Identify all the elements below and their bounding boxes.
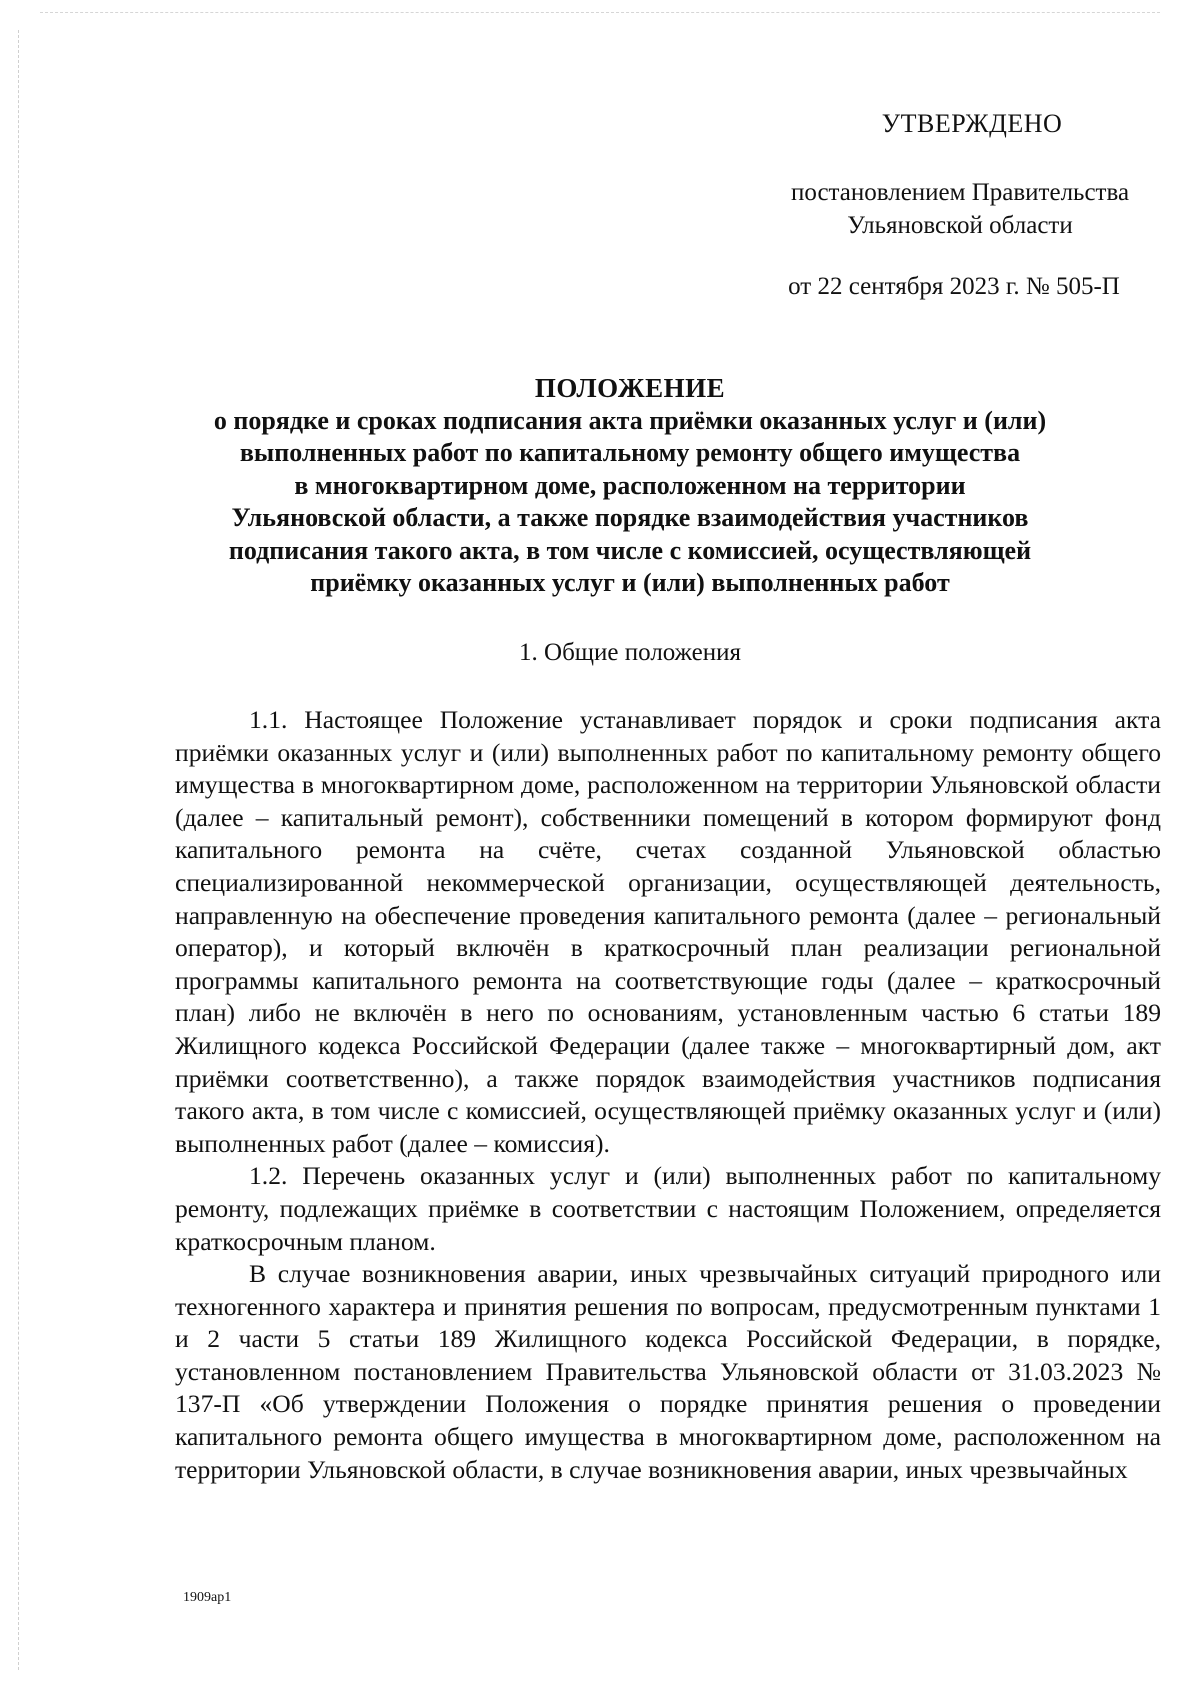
footer-document-code: 1909ap1 [183,1590,232,1605]
document-title-line: выполненных работ по капитальному ремонту общего имущества [239,438,1021,467]
document-title-line: о порядке и сроках подписания акта приёмки оказанных услуг и (или) [213,405,1047,435]
document-title-main: ПОЛОЖЕНИЕ [534,373,726,403]
document-title-line: приёмку оказанных услуг и (или) выполненных работ [310,568,950,597]
approval-issuer [750,176,1170,242]
document-body [175,704,1161,1486]
approval-date: от 22 сентября 2023 г. № 505-П [788,273,1120,300]
approval-title: УТВЕРЖДЕНО [881,109,1063,138]
document-title-line: в многоквартирном доме, расположенном на территории [294,470,966,500]
paragraph-emergency: В случае возникновения аварии, иных чрезвычайных ситуаций природного или техногенного характера и принятия решения по вопросам, предусмотренным пунктами 1 и 2 части 5 статьи 189 Жилищного кодекса Российской Федерации, в порядке, установленном постановлением Правительства Ульяновской области от 31.03.2023 № 137-П «Об утверждении Положения о порядке принятия решения о проведении капитального ремонта общего имущества в многоквартирном доме, расположенном на территории Ульяновской области, в случае возникновения аварии, иных чрезвычайных [175,1259,1161,1484]
document-title-line: Ульяновской области, а также порядке взаимодействия участников [231,503,1029,532]
scan-edge-left [18,30,19,1670]
document-title-line: подписания такого акта, в том числе с комиссией, осуществляющей [228,535,1032,565]
section-heading: 1. Общие положения [519,639,741,666]
document-title [190,372,1070,600]
approval-issuer-line1: постановлением Правительства [790,179,1130,206]
scan-edge-top [40,12,1160,13]
approval-issuer-line2: Ульяновской области [847,212,1073,239]
paragraph-1-1: 1.1. Настоящее Положение устанавливает порядок и сроки подписания акта приёмки оказанных услуг и (или) выполненных работ по капитальному ремонту общего имущества в многоквартирном доме, расположенном на территории Ульяновской области (далее – капитальный ремонт), собственники помещений в котором формируют фонд капитального ремонта на счёте, счетах созданной Ульяновской областью специализированной некоммерческой организации, осуществляющей деятельность, направленную на обеспечение проведения капитального ремонта (далее – региональный оператор), и который включён в краткосрочный план реализации региональной программы капитального ремонта на соответствующие годы (далее – краткосрочный план) либо не включён в него по основаниям, установленным частью 6 статьи 189 Жилищного кодекса Российской Федерации (далее также – многоквартирный дом, акт приёмки соответственно), а также порядок взаимодействия участников подписания такого акта, в том числе с комиссией, осуществляющей приёмку оказанных услуг и (или) выполненных работ (далее – комиссия). [175,705,1161,1158]
paragraph-1-2: 1.2. Перечень оказанных услуг и (или) выполненных работ по капитальному ремонту, подлежащих приёмке в соответствии с настоящим Положением, определяется краткосрочным планом. [175,1161,1161,1256]
